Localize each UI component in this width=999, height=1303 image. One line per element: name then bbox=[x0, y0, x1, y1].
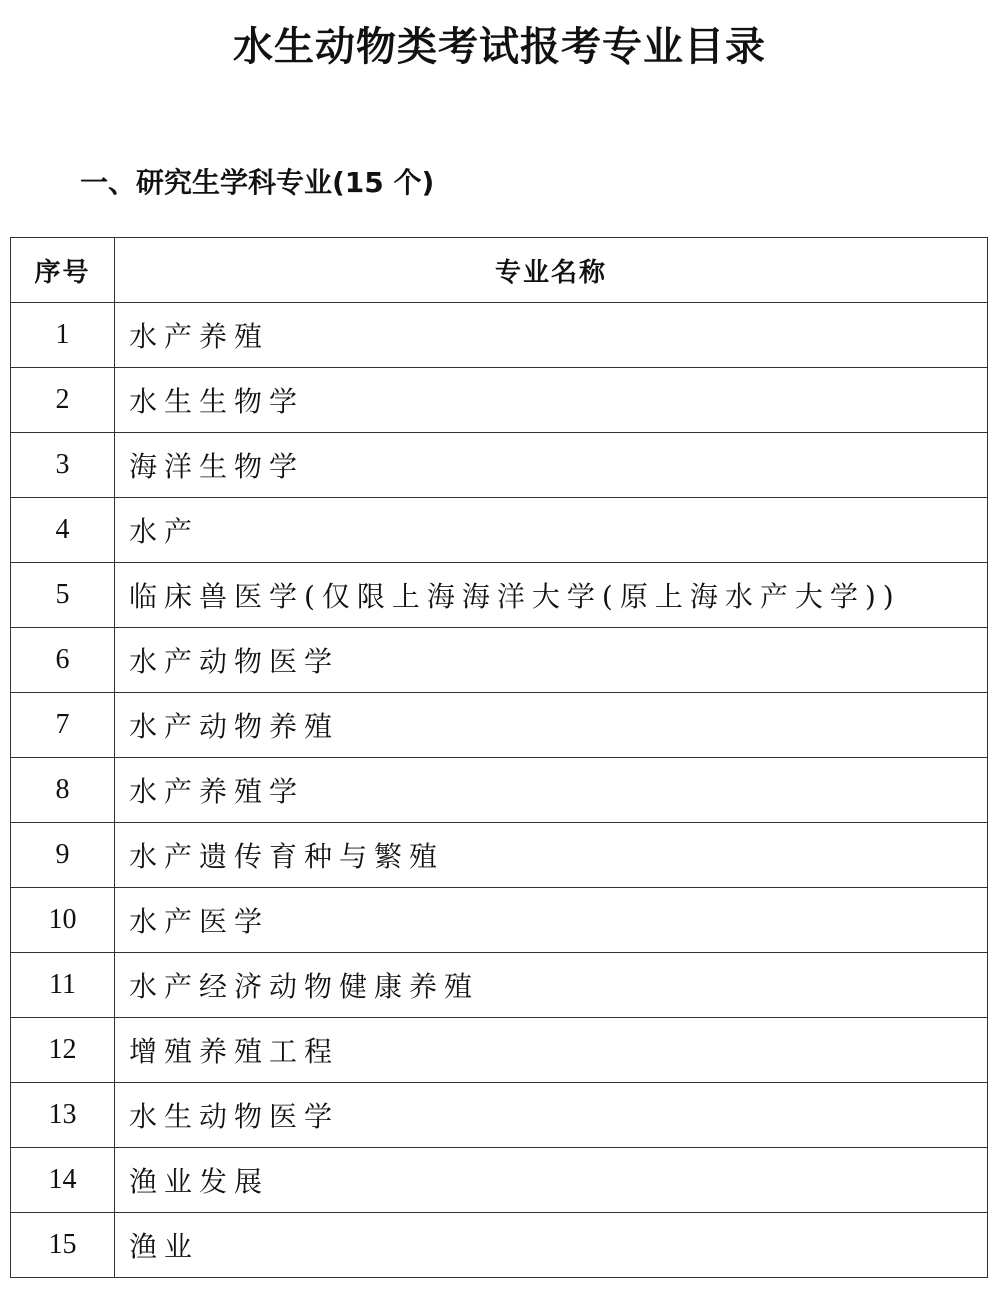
row-major-name: 水产养殖 bbox=[115, 303, 988, 368]
row-major-name: 渔业发展 bbox=[115, 1148, 988, 1213]
header-index: 序号 bbox=[11, 238, 115, 303]
row-major-name: 水产遗传育种与繁殖 bbox=[115, 823, 988, 888]
row-major-name: 水产动物医学 bbox=[115, 628, 988, 693]
row-index: 1 bbox=[11, 303, 115, 368]
row-index: 11 bbox=[11, 953, 115, 1018]
row-major-name: 增殖养殖工程 bbox=[115, 1018, 988, 1083]
section-heading: 一、研究生学科专业(15 个) bbox=[80, 166, 435, 199]
row-major-name: 水产动物养殖 bbox=[115, 693, 988, 758]
row-index: 14 bbox=[11, 1148, 115, 1213]
row-index: 12 bbox=[11, 1018, 115, 1083]
header-name: 专业名称 bbox=[115, 238, 988, 303]
table-row bbox=[11, 1083, 988, 1148]
row-index: 9 bbox=[11, 823, 115, 888]
row-index: 8 bbox=[11, 758, 115, 823]
table-row bbox=[11, 368, 988, 433]
table-row bbox=[11, 628, 988, 693]
row-index: 15 bbox=[11, 1213, 115, 1278]
row-index: 10 bbox=[11, 888, 115, 953]
row-major-name: 渔业 bbox=[115, 1213, 988, 1278]
table-row bbox=[11, 433, 988, 498]
row-major-name: 水产养殖学 bbox=[115, 758, 988, 823]
document-title: 水生动物类考试报考专业目录 bbox=[233, 24, 766, 70]
row-major-name: 水生生物学 bbox=[115, 368, 988, 433]
table-row bbox=[11, 1213, 988, 1278]
table-row bbox=[11, 303, 988, 368]
row-major-name: 海洋生物学 bbox=[115, 433, 988, 498]
table-header-row bbox=[11, 238, 988, 303]
table-row bbox=[11, 563, 988, 628]
row-major-name: 水生动物医学 bbox=[115, 1083, 988, 1148]
row-major-name: 水产医学 bbox=[115, 888, 988, 953]
table-row bbox=[11, 953, 988, 1018]
row-index: 3 bbox=[11, 433, 115, 498]
row-major-name: 临床兽医学(仅限上海海洋大学(原上海水产大学)) bbox=[115, 563, 988, 628]
row-index: 6 bbox=[11, 628, 115, 693]
row-major-name: 水产 bbox=[115, 498, 988, 563]
row-index: 7 bbox=[11, 693, 115, 758]
major-table bbox=[10, 237, 988, 1278]
table-row bbox=[11, 1018, 988, 1083]
row-index: 5 bbox=[11, 563, 115, 628]
row-index: 2 bbox=[11, 368, 115, 433]
row-major-name: 水产经济动物健康养殖 bbox=[115, 953, 988, 1018]
table-row bbox=[11, 498, 988, 563]
row-index: 4 bbox=[11, 498, 115, 563]
row-index: 13 bbox=[11, 1083, 115, 1148]
table-row bbox=[11, 1148, 988, 1213]
table-row bbox=[11, 693, 988, 758]
table-row bbox=[11, 758, 988, 823]
table-row bbox=[11, 823, 988, 888]
table-row bbox=[11, 888, 988, 953]
